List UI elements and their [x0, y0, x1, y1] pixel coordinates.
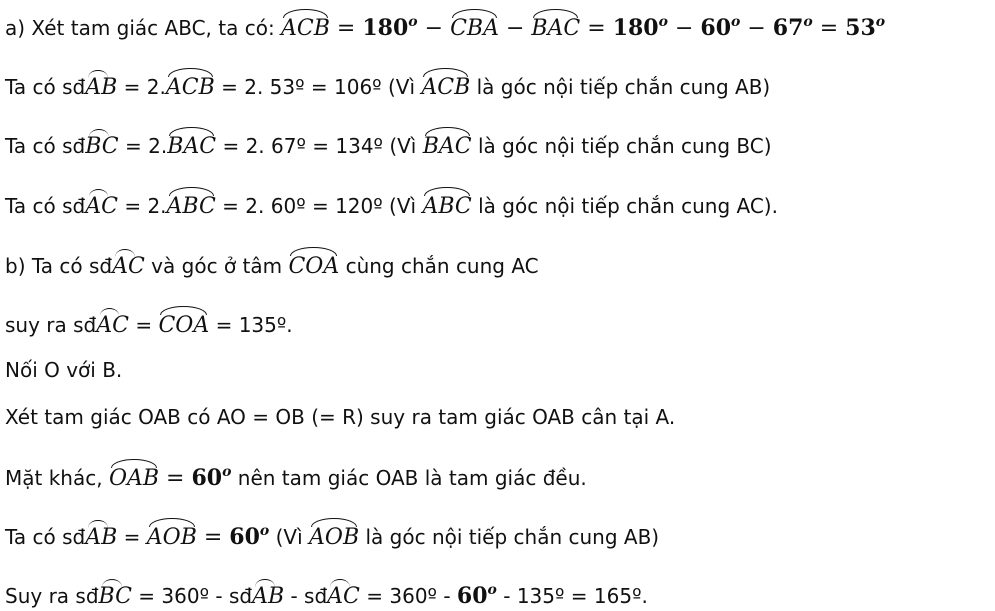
arc-ac: AC — [112, 249, 145, 281]
line-arc-ac — [5, 187, 778, 221]
text: và góc ở tâm — [144, 254, 289, 278]
angle-abc: ABC — [422, 187, 471, 221]
equals: = — [196, 525, 230, 550]
number: 180 — [612, 15, 659, 41]
number: 60 — [191, 465, 223, 491]
line-arc-bc — [5, 127, 772, 161]
degree: o — [875, 14, 886, 30]
text: = 2. 67º = 134º (Vì — [216, 134, 423, 158]
number: 180 — [362, 15, 409, 41]
degree: o — [487, 582, 497, 598]
degree: o — [408, 14, 418, 30]
text: = 2. 53º = 106º (Vì — [214, 75, 422, 99]
degree: o — [731, 14, 741, 30]
arc-bc: BC — [85, 129, 118, 161]
arc-ab: AB — [252, 579, 284, 611]
text: = — [128, 313, 159, 337]
equals: = — [580, 16, 613, 41]
angle-aob: AOB — [309, 518, 359, 552]
text: Ta có sđ — [5, 134, 86, 158]
text: = 360º - — [359, 584, 457, 608]
equals: = — [159, 466, 192, 491]
text: = 2. — [117, 194, 167, 218]
line-arc-ac-value — [5, 306, 293, 340]
text: = 2. 60º = 120º (Vì — [215, 194, 423, 218]
angle-coa: COA — [158, 306, 209, 340]
text: là góc nội tiếp chắn cung AC). — [471, 194, 778, 218]
minus: − — [498, 16, 532, 41]
number: 60 — [700, 15, 732, 41]
line-isosceles — [5, 403, 675, 431]
degree: o — [803, 14, 813, 30]
text: = — [117, 525, 147, 549]
text: = 135º. — [209, 313, 293, 337]
text: = 360º - sđ — [131, 584, 253, 608]
equals: = — [812, 16, 846, 41]
text: cùng chắn cung AC — [339, 254, 539, 278]
angle-acb: ACB — [166, 68, 215, 102]
angle-abc: ABC — [167, 187, 216, 221]
degree: o — [259, 523, 270, 539]
text: là góc nội tiếp chắn cung AB) — [359, 525, 660, 549]
text: Ta có sđ — [5, 525, 86, 549]
arc-ac: AC — [96, 308, 129, 340]
line-equilateral — [5, 458, 587, 493]
angle-acb: ACB — [421, 68, 470, 102]
line-arc-ab-aob — [5, 517, 659, 552]
line-part-a-angle-sum — [5, 8, 885, 43]
text: - sđ — [284, 584, 328, 608]
text: b) Ta có sđ — [5, 254, 113, 278]
text: = 2. — [117, 75, 166, 99]
text: - 135º = 165º. — [496, 584, 648, 608]
arc-ac: AC — [85, 189, 118, 221]
line-part-b — [5, 247, 539, 281]
text: (Vì — [269, 525, 310, 549]
degree: o — [222, 464, 232, 480]
angle-cba: CBA — [450, 9, 499, 43]
number: 67 — [772, 15, 804, 41]
angle-acb: ACB — [281, 9, 330, 43]
line-arc-ab — [5, 68, 770, 102]
text: Xét tam giác OAB có AO = OB (= R) suy ra tam giác OAB cân tại A. — [5, 405, 676, 429]
arc-ab: AB — [85, 520, 117, 552]
minus: − — [667, 16, 701, 41]
angle-aob: AOB — [147, 518, 197, 552]
line-connect-ob — [5, 356, 122, 384]
text: suy ra sđ — [5, 313, 97, 337]
number: 60 — [229, 524, 260, 550]
text: Suy ra sđ — [5, 584, 99, 608]
text: là góc nội tiếp chắn cung BC) — [471, 134, 772, 158]
text: Ta có sđ — [5, 75, 86, 99]
text: là góc nội tiếp chắn cung AB) — [470, 75, 771, 99]
equals: = — [329, 16, 363, 41]
degree: o — [658, 14, 668, 30]
angle-oab: OAB — [109, 459, 159, 493]
angle-coa: COA — [288, 247, 339, 281]
arc-bc: BC — [99, 579, 132, 611]
angle-bac: BAC — [423, 127, 472, 161]
minus: − — [417, 16, 451, 41]
text: = 2. — [118, 134, 168, 158]
text: Ta có sđ — [5, 194, 86, 218]
number: 53 — [845, 15, 876, 41]
minus: − — [740, 16, 773, 41]
arc-ab: AB — [85, 70, 117, 102]
text: a) Xét tam giác ABC, ta có: — [5, 16, 282, 40]
angle-bac: BAC — [531, 9, 580, 43]
text: Mặt khác, — [5, 466, 109, 490]
angle-bac: BAC — [167, 127, 216, 161]
arc-ac: AC — [327, 579, 360, 611]
text: Nối O với B. — [5, 358, 123, 382]
line-arc-bc-result — [5, 576, 648, 611]
text: nên tam giác OAB là tam giác đều. — [231, 466, 587, 490]
number: 60 — [456, 583, 488, 609]
